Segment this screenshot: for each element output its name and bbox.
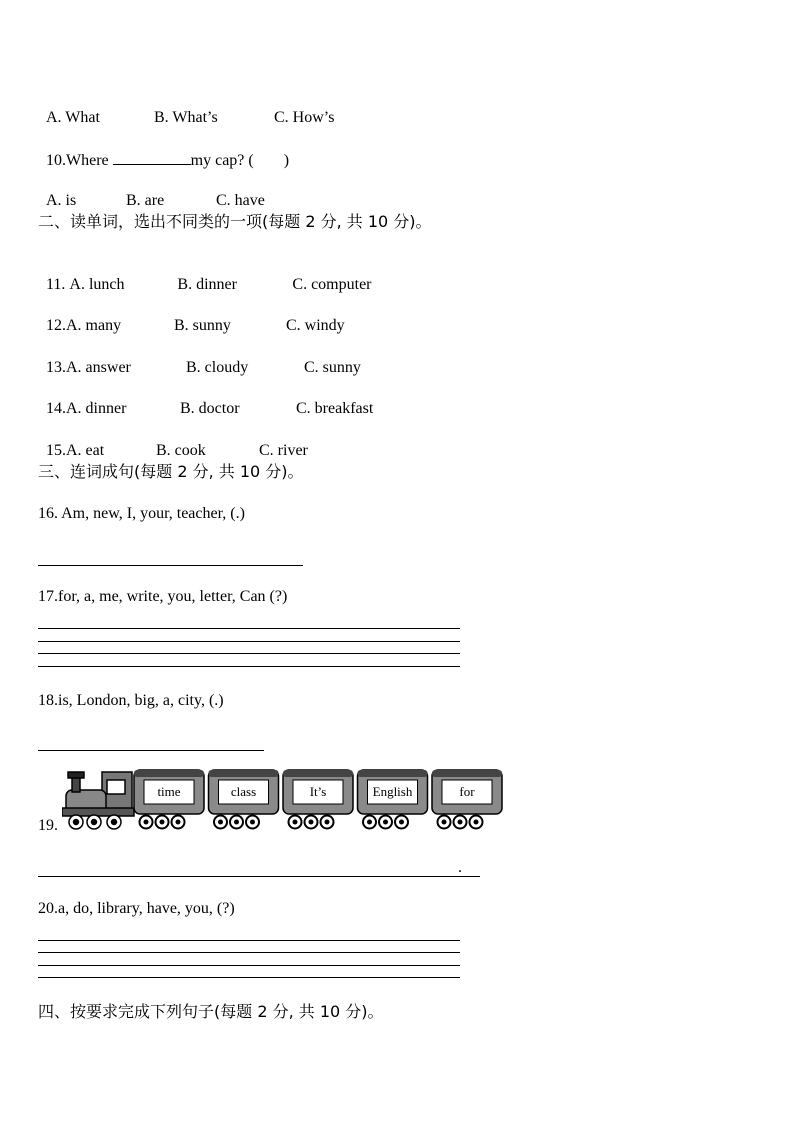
question-15 bbox=[38, 421, 308, 461]
q10-options bbox=[38, 171, 265, 211]
locomotive-icon bbox=[62, 772, 134, 829]
option-b: B. dinner bbox=[177, 276, 237, 293]
word-card: time bbox=[157, 784, 181, 799]
train-car bbox=[209, 770, 279, 829]
option-a: A. lunch bbox=[69, 276, 125, 293]
option-c: C. windy bbox=[286, 317, 345, 334]
option-a: A. dinner bbox=[66, 400, 127, 417]
question-20: 20.a, do, library, have, you, (?) bbox=[38, 900, 235, 917]
option-a: A. is bbox=[46, 192, 77, 209]
word-card: English bbox=[372, 784, 413, 799]
q9-options bbox=[38, 88, 334, 128]
word-card: It’s bbox=[309, 784, 327, 799]
option-b: B. are bbox=[126, 192, 165, 209]
section-3-title: 三、连词成句(每题 2 分, 共 10 分)。 bbox=[38, 462, 304, 481]
writing-line[interactable] bbox=[38, 666, 460, 667]
option-a: A. answer bbox=[66, 359, 131, 376]
question-17: 17.for, a, me, write, you, letter, Can (?) bbox=[38, 588, 288, 605]
question-18: 18.is, London, big, a, city, (.) bbox=[38, 692, 224, 709]
option-b: B. cook bbox=[156, 442, 206, 459]
train-car bbox=[283, 770, 353, 829]
option-c: C. How’s bbox=[274, 109, 335, 126]
question-number: 14. bbox=[46, 400, 66, 417]
question-number: 13. bbox=[46, 359, 66, 376]
writing-line[interactable] bbox=[38, 653, 460, 654]
section-2-title: 二、读单词，选出不同类的一项(每题 2 分, 共 10 分)。 bbox=[38, 212, 432, 231]
option-a: A. eat bbox=[66, 442, 105, 459]
option-c: C. computer bbox=[292, 276, 372, 293]
option-c: C. sunny bbox=[304, 359, 361, 376]
question-number: 11. bbox=[46, 276, 70, 293]
word-card: for bbox=[459, 784, 475, 799]
answer-line[interactable] bbox=[38, 876, 480, 877]
question-14 bbox=[38, 379, 373, 419]
writing-line[interactable] bbox=[38, 977, 460, 978]
writing-line[interactable] bbox=[38, 641, 460, 642]
question-16: 16. Am, new, I, your, teacher, (.) bbox=[38, 505, 245, 522]
option-c: C. river bbox=[259, 442, 308, 459]
question-10-suffix: my cap? ( bbox=[190, 152, 254, 169]
paren-close: ) bbox=[283, 152, 290, 169]
option-b: B. sunny bbox=[174, 317, 231, 334]
option-a: A. What bbox=[46, 109, 100, 126]
question-10-prefix: 10.Where bbox=[46, 152, 109, 169]
option-b: B. cloudy bbox=[186, 359, 249, 376]
word-card: class bbox=[230, 784, 257, 799]
writing-line[interactable] bbox=[38, 952, 460, 953]
question-number: 12. bbox=[46, 317, 66, 334]
option-c: C. breakfast bbox=[296, 400, 374, 417]
option-a: A. many bbox=[66, 317, 122, 334]
option-c: C. have bbox=[216, 192, 265, 209]
train-car bbox=[134, 770, 204, 829]
answer-line[interactable] bbox=[38, 750, 264, 751]
writing-line[interactable] bbox=[38, 628, 460, 629]
writing-line[interactable] bbox=[38, 940, 460, 941]
question-12 bbox=[38, 296, 345, 336]
question-number: 15. bbox=[46, 442, 66, 459]
answer-blank[interactable] bbox=[113, 150, 191, 165]
option-b: B. doctor bbox=[180, 400, 240, 417]
option-b: B. What’s bbox=[154, 109, 218, 126]
writing-line[interactable] bbox=[38, 965, 460, 966]
question-13 bbox=[38, 338, 361, 378]
question-10 bbox=[38, 130, 289, 171]
train-illustration bbox=[62, 768, 504, 834]
question-11 bbox=[38, 255, 372, 295]
sentence-period: . bbox=[458, 859, 462, 876]
section-4-title: 四、按要求完成下列句子(每题 2 分, 共 10 分)。 bbox=[38, 1002, 384, 1021]
train-car bbox=[432, 770, 502, 829]
train-car bbox=[358, 770, 428, 829]
question-19-number: 19. bbox=[38, 817, 58, 834]
answer-line[interactable] bbox=[38, 565, 303, 566]
